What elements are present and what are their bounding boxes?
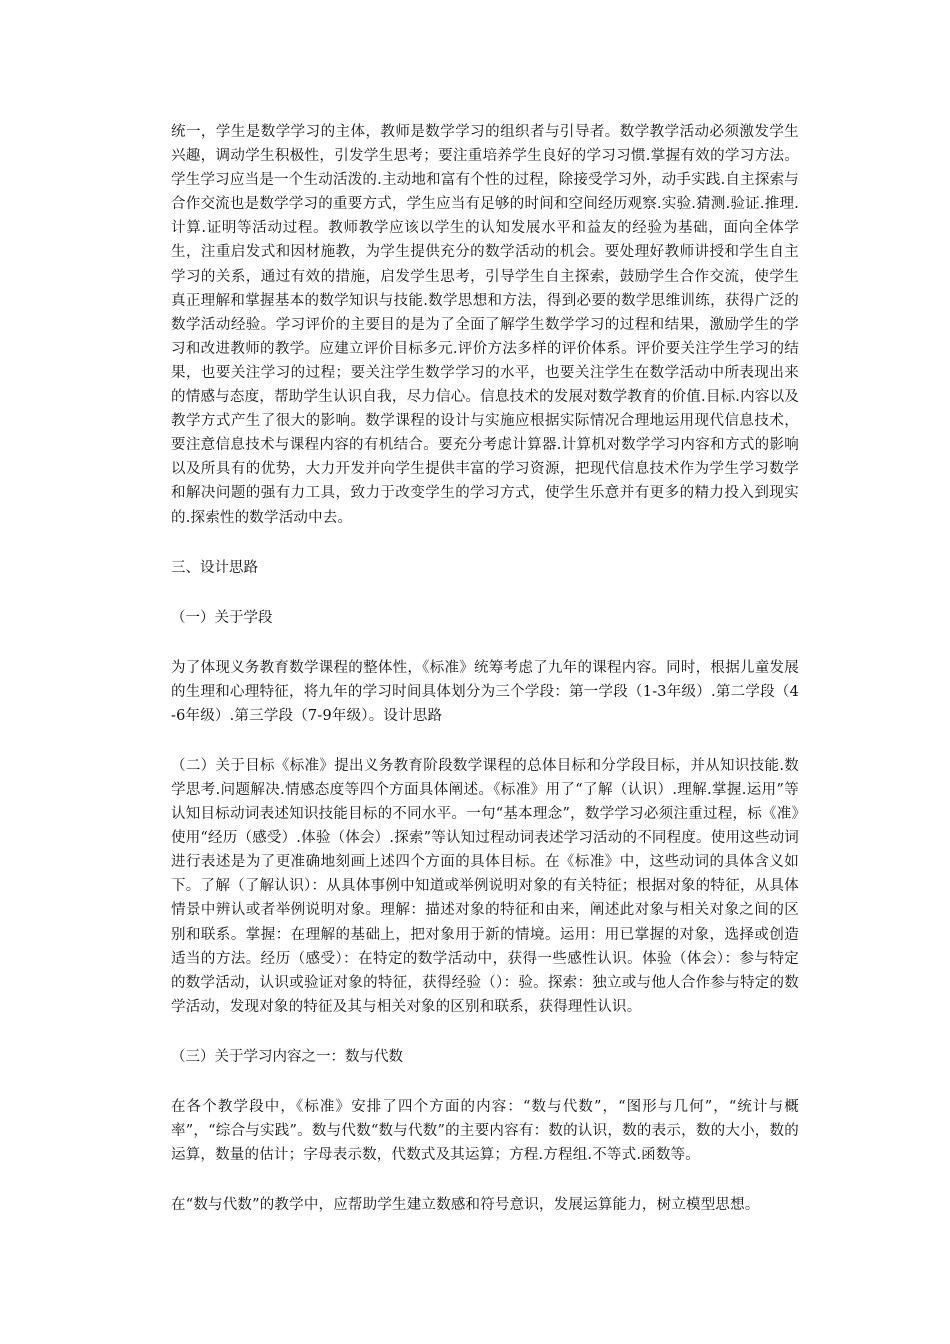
section-heading: 三、设计思路 xyxy=(171,559,258,576)
subsection-heading-stages: （一）关于学段 xyxy=(171,609,273,626)
objectives-paragraph: （二）关于目标《标准》提出义务教育阶段数学课程的总体目标和分学段目标，并从知识技能.数学思考.问题解决.情感态度等四个方面具体阐述。《标准》用了“了解（认识）.理解.掌握.运用”等认知目标动词表述知识技能目标的不同水平。一句“基本理念”，数学学习必须注重过程，标《准》使用“经历（感受）.体验（体会）.探索”等认知过程动词表述学习活动的不同程度。使用这些动词进行表述是为了更准确地刻画上述四个方面的具体目标。在《标准》中，这些动词的具体含义如下。了解（了解认识）：从具体事例中知道或举例说明对象的有关特征；根据对象的特征，从具体情景中辨认或者举例说明对象。理解：描述对象的特征和由来，阐述此对象与相关对象之间的区别和联系。掌握：在理解的基础上，把对象用于新的情境。运用：用已掌握的对象，选择或创造适当的方法。经历（感受）：在特定的数学活动中，获得一些感性认识。体验（体会）：参与特定的数学活动，认识或验证对象的特征，获得经验（）：验。探索：独立或与他人合作参与特定的数学活动，发现对象的特征及其与相关对象的区别和联系，获得理性认识。 xyxy=(171,757,799,1015)
stages-paragraph: 为了体现义务教育数学课程的整体性，《标准》统筹考虑了九年的课程内容。同时，根据儿童发展的生理和心理特征，将九年的学习时间具体划分为三个学段：第一学段（1-3年级）.第二学段（4-6年级）.第三学段（7-9年级）。设计思路 xyxy=(171,659,799,724)
document-page xyxy=(171,120,799,1217)
content-paragraph: 在各个教学段中，《标准》安排了四个方面的内容：“数与代数”，“图形与几何”，“统计与概率”，“综合与实践”。数与代数“数与代数”的主要内容有：数的认识，数的表示，数的大小，数的运算，数量的估计；字母表示数，代数式及其运算；方程.方程组.不等式.函数等。 xyxy=(171,1098,799,1164)
subsection-heading-number-algebra: （三）关于学习内容之一：数与代数 xyxy=(171,1048,403,1065)
teaching-paragraph: 在“数与代数”的教学中，应帮助学生建立数感和符号意识，发展运算能力，树立模型思想。 xyxy=(171,1197,760,1214)
intro-paragraph: 统一，学生是数学学习的主体，教师是数学学习的组织者与引导者。数学教学活动必须激发学生兴趣，调动学生积极性，引发学生思考；要注重培养学生良好的学习习惯.掌握有效的学习方法。学生学习应当是一个生动活泼的.主动地和富有个性的过程，除接受学习外，动手实践.自主探索与合作交流也是数学学习的重要方式，学生应当有足够的时间和空间经历观察.实验.猜测.验证.推理.计算.证明等活动过程。教师教学应该以学生的认知发展水平和益友的经验为基础，面向全体学生，注重启发式和因材施教，为学生提供充分的数学活动的机会。要处理好教师讲授和学生自主学习的关系，通过有效的措施，启发学生思考，引导学生自主探索，鼓励学生合作交流，使学生真正理解和掌握基本的数学知识与技能.数学思想和方法，得到必要的数学思维训练，获得广泛的数学活动经验。学习评价的主要目的是为了全面了解学生数学学习的过程和结果，激励学生的学习和改进教师的教学。应建立评价目标多元.评价方法多样的评价体系。评价要关注学生学习的结果，也要关注学习的过程；要关注学生数学学习的水平，也要关注学生在数学活动中所表现出来的情感与态度，帮助学生认识自我，尽力信心。信息技术的发展对数学教育的价值.目标.内容以及教学方式产生了很大的影响。数学课程的设计与实施应根据实际情况合理地运用现代信息技术，要注意信息技术与课程内容的有机结合。要充分考虑计算器.计算机对数学学习内容和方式的影响以及所具有的优势，大力开发并向学生提供丰富的学习资源，把现代信息技术作为学生学习数学和解决问题的强有力工具，致力于改变学生的学习方式，使学生乐意并有更多的精力投入到现实的.探索性的数学活动中去。 xyxy=(171,124,799,526)
